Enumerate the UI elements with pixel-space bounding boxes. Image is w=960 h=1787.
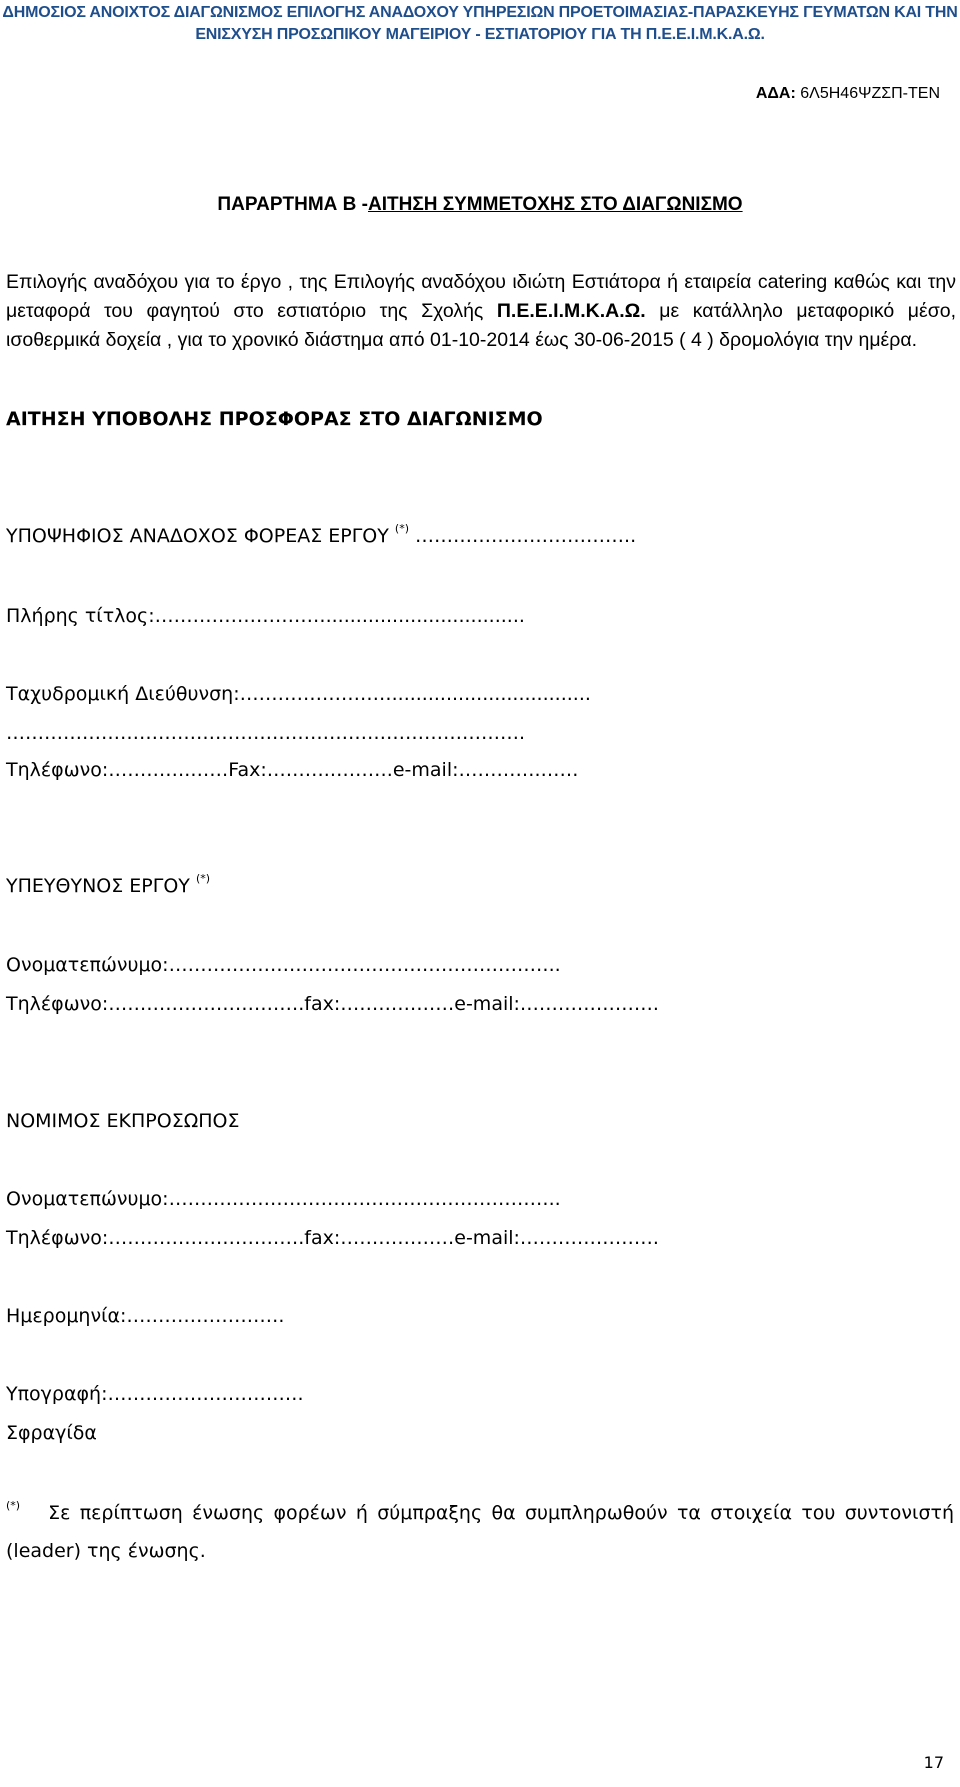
page-number: 17	[923, 1753, 944, 1772]
annex-prefix: ΠΑΡΑΡΤΗΜΑ Β -	[217, 194, 368, 215]
candidate-footnote-marker: (*)	[394, 522, 409, 535]
footnote-text: Σε περίπτωση ένωσης φορέων ή σύμπραξης θα συμπληρωθούν τα στοιχεία του συντονιστή (leader) της ένωσης.	[6, 1502, 954, 1562]
intro-text-2: με κατάλληλο μεταφορικό μέσο, ισοθερμικά δοχεία , για το χρονικό διάστημα από 01-10-2014 έως 30-06-2015 ( 4 ) δρομολόγια την ημέρα.	[6, 300, 956, 351]
postal-address-field[interactable]: Ταχυδρομική Διεύθυνση:…………………….................................	[6, 683, 591, 705]
postal-address-line-2[interactable]: ……………………………………………………………………….	[6, 722, 526, 744]
footnote-marker: (*)	[6, 1499, 21, 1512]
candidate-heading-dots: ……………………………..	[415, 525, 637, 547]
header-line-1: ΔΗΜΟΣΙΟΣ ΑΝΟΙΧΤΟΣ ΔΙΑΓΩΝΙΣΜΟΣ ΕΠΙΛΟΓΗΣ ΑΝΑΔΟΧΟΥ ΥΠΗΡΕΣΙΩΝ ΠΡΟΕΤΟΙΜΑΣΙΑΣ-ΠΑΡΑΣΚΕΥΗΣ ΓΕΥΜΑΤΩΝ ΚΑΙ ΤΗΝ	[2, 4, 958, 21]
annex-heading: ΑΙΤΗΣΗ ΣΥΜΜΕΤΟΧΗΣ ΣΤΟ ΔΙΑΓΩΝΙΣΜΟ	[368, 194, 743, 215]
project-manager-name-field[interactable]: Ονοματεπώνυμο:……………………………………………………..	[6, 954, 561, 976]
full-title-field[interactable]: Πλήρης τίτλος:……………………….................................	[6, 605, 525, 627]
project-manager-contact-field[interactable]: Τηλέφωνο:………………………….fax:………………e-mail:………………….	[6, 993, 659, 1015]
intro-text-1: Επιλογής αναδόχου για το έργο , της Επιλογής αναδόχου ιδιώτη Εστιάτορα ή εταιρεία catering καθώς και την μεταφορά του φαγητού στο εστιατόριο της Σχολής	[6, 271, 956, 322]
document-header	[0, 2, 960, 46]
ada-label: ΑΔΑ:	[755, 85, 796, 102]
footnote	[6, 1494, 954, 1570]
candidate-heading: ΥΠΟΨΗΦΙΟΣ ΑΝΑΔΟΧΟΣ ΦΟΡΕΑΣ ΕΡΓΟΥ	[6, 525, 389, 547]
legal-representative-heading: ΝΟΜΙΜΟΣ ΕΚΠΡΟΣΩΠΟΣ	[6, 1110, 240, 1132]
date-field[interactable]: Ημερομηνία:…………………….	[6, 1305, 285, 1327]
application-title: ΑΙΤΗΣΗ ΥΠΟΒΟΛΗΣ ΠΡΟΣΦΟΡΑΣ ΣΤΟ ΔΙΑΓΩΝΙΣΜΟ	[6, 408, 543, 430]
school-acronym: Π.Ε.Ε.Ι.Μ.Κ.Α.Ω.	[496, 300, 646, 322]
project-manager-heading: ΥΠΕΥΘΥΝΟΣ ΕΡΓΟΥ	[6, 875, 190, 897]
ada-value: 6Λ5Η46ΨΖΣΠ-ΤΕΝ	[800, 85, 940, 102]
annex-title	[0, 194, 960, 216]
legal-representative-contact-field[interactable]: Τηλέφωνο:………………………….fax:………………e-mail:………………….	[6, 1227, 659, 1249]
candidate-contact-field[interactable]: Τηλέφωνο:………….……Fax:……….……….e-mail:………….……	[6, 759, 579, 781]
project-manager-heading-row	[6, 873, 210, 899]
legal-representative-name-field[interactable]: Ονοματεπώνυμο:……………………………………………………..	[6, 1188, 561, 1210]
stamp-label: Σφραγίδα	[6, 1422, 97, 1444]
intro-paragraph	[6, 268, 956, 355]
header-line-2: ΕΝΙΣΧΥΣΗ ΠΡΟΣΩΠΙΚΟΥ ΜΑΓΕΙΡΙΟΥ - ΕΣΤΙΑΤΟΡΙΟΥ ΓΙΑ ΤΗ Π.Ε.Ε.Ι.Μ.Κ.Α.Ω.	[195, 26, 765, 43]
signature-field[interactable]: Υπογραφή:………………………….	[6, 1383, 304, 1405]
candidate-heading-row	[6, 523, 636, 549]
project-manager-footnote-marker: (*)	[195, 872, 211, 885]
ada-code	[756, 85, 940, 103]
